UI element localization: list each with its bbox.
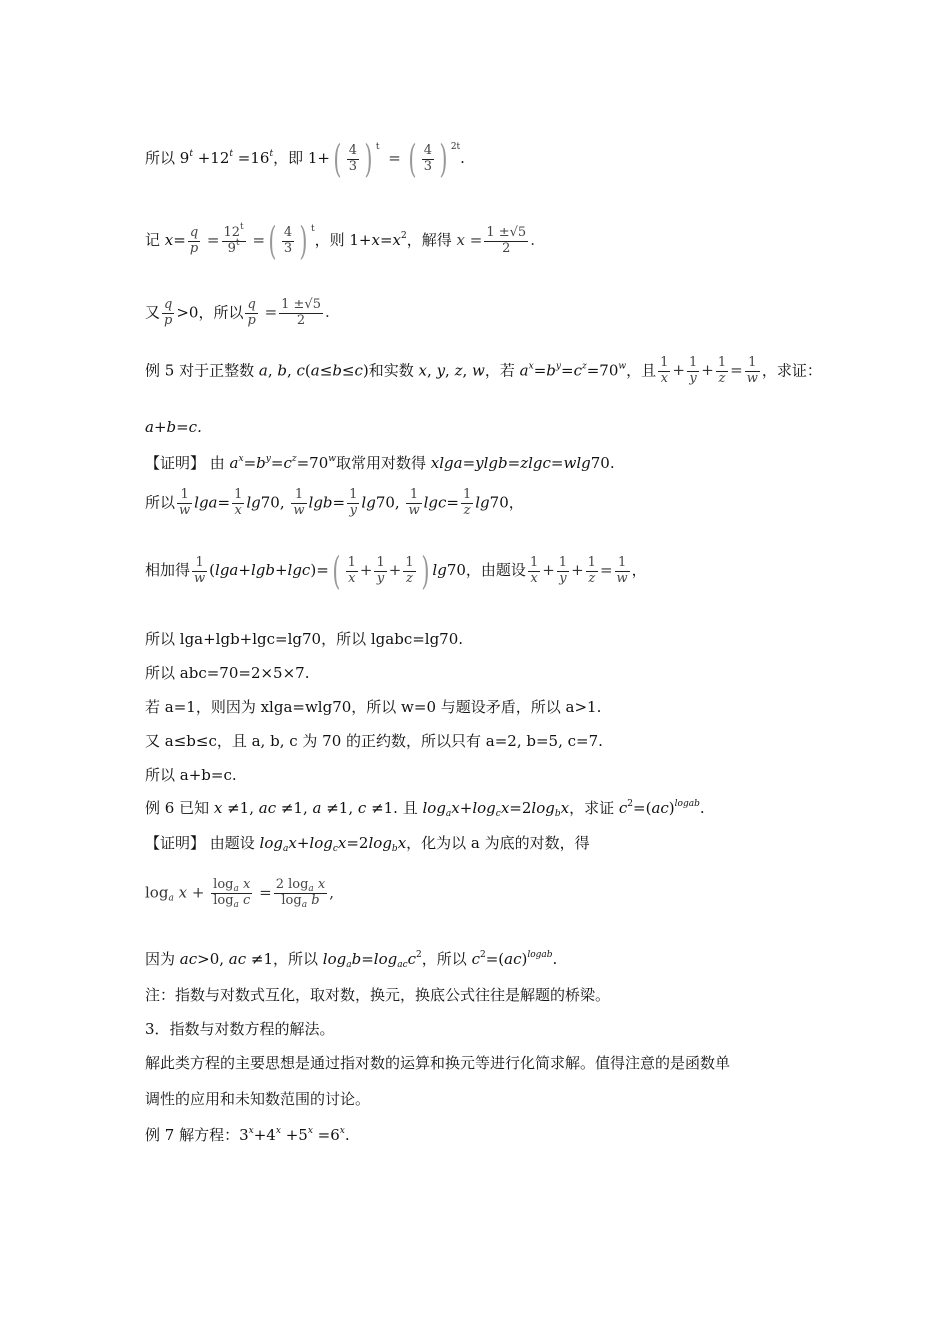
proof-5-conclusion: 所以 a+b=c. bbox=[145, 766, 237, 784]
proof-5-step-1: 所以 $\frac{1}{w}$ lga= $\frac{1}{x}$ lg70, $\frac{1}{w}$ lgb= $\frac{1}{y}$ lg70, $\frac{1}{w}$ lgc= $\frac{1}{z}$ lg70， bbox=[145, 487, 524, 518]
proof-6-start: 【证明】 由题设 $\log_ax+\log_cx=2\log_bx$，化为以 a 为底的对数，得 bbox=[145, 834, 590, 854]
equation-line-2: 记 x= $\frac{q}{p}$ = $\frac{12^t}{9^t}$ =( $\frac{4}{3}$ ) $^t$，则 $1+x=x^2$，解得 x = $\frac{1 \pm√5}{2}$ . bbox=[145, 219, 535, 263]
proof-6-conclusion: 因为 ac>0, ac ≠1，所以 $\log_ab=\log_{ac}c^2$，所以 $c^2=(ac)^{logab}$. bbox=[145, 950, 558, 970]
section-paragraph-1: 解此类方程的主要思想是通过指对数的运算和换元等进行化简求解。值得注意的是函数单 bbox=[145, 1054, 731, 1072]
proof-5-step-4: 所以 abc=70=2×5×7. bbox=[145, 664, 310, 682]
proof-6-formula: $\log_a x$ + $\frac{\log_a x}{\log_a c}$ = $\frac{2 \log_a x}{\log_a b}$ , bbox=[145, 877, 335, 910]
section-paragraph-2: 调性的应用和未知数范围的讨论。 bbox=[145, 1090, 371, 1108]
equation-line-1: 所以 $9^t +12^t =16^t$，即 1+( $\frac{4}{3}$ ) $^t$ = ( $\frac{4}{3}$ ) $^{2t}$. bbox=[145, 137, 465, 181]
section-heading: 3．指数与对数方程的解法。 bbox=[145, 1020, 335, 1038]
note-line: 注：指数与对数式互化，取对数，换元，换底公式往往是解题的桥梁。 bbox=[145, 986, 611, 1004]
proof-5-step-3: 所以 lga+lgb+lgc=lg70，所以 lgabc=lg70. bbox=[145, 630, 464, 648]
proof-5-step-6: 又 a≤b≤c，且 a, b, c 为 70 的正约数，所以只有 a=2, b=5, c=7. bbox=[145, 732, 603, 750]
example-6-statement: 例 6 已知 x ≠1, ac ≠1, a ≠1, c ≠1. 且 $\log_ax+\log_cx=2\log_bx$，求证 $c^2=(ac)^{logab}$. bbox=[145, 799, 705, 819]
proof-5-start: 【证明】 由 $a^x=b^y=c^z=70^w$取常用对数得 xlga=ylgb=zlgc=wlg70. bbox=[145, 454, 615, 472]
proof-5-step-5: 若 a=1，则因为 xlga=wlg70，所以 w=0 与题设矛盾，所以 a>1. bbox=[145, 698, 602, 716]
proof-5-step-2: 相加得 $\frac{1}{w}$ (lga+lgb+lgc)=( $\frac{1}{x}$ + $\frac{1}{y}$ + $\frac{1}{z}$ ) lg70，由题设 $\frac{1}{x}$ + $\frac{1}{y}$ + $\frac{1}{z}$ = $\frac{1}{w}$ ， bbox=[145, 549, 647, 593]
example-7-statement: 例 7 解方程：$3^x+4^x +5^x =6^x$. bbox=[145, 1126, 350, 1144]
example-5-goal: a+b=c. bbox=[145, 418, 202, 436]
equation-line-3: 又 $\frac{q}{p}$ >0，所以 $\frac{q}{p}$ = $\frac{1 \pm√5}{2}$ . bbox=[145, 297, 330, 328]
example-5-statement: 例 5 对于正整数 a, b, c(a≤b≤c)和实数 x, y, z, w，若 $a^x=b^y=c^z=70^w$，且 $\frac{1}{x}$ + $\frac{1}{y}$ + $\frac{1}{z}$ = $\frac{1}{w}$ ，求证： bbox=[145, 355, 822, 386]
